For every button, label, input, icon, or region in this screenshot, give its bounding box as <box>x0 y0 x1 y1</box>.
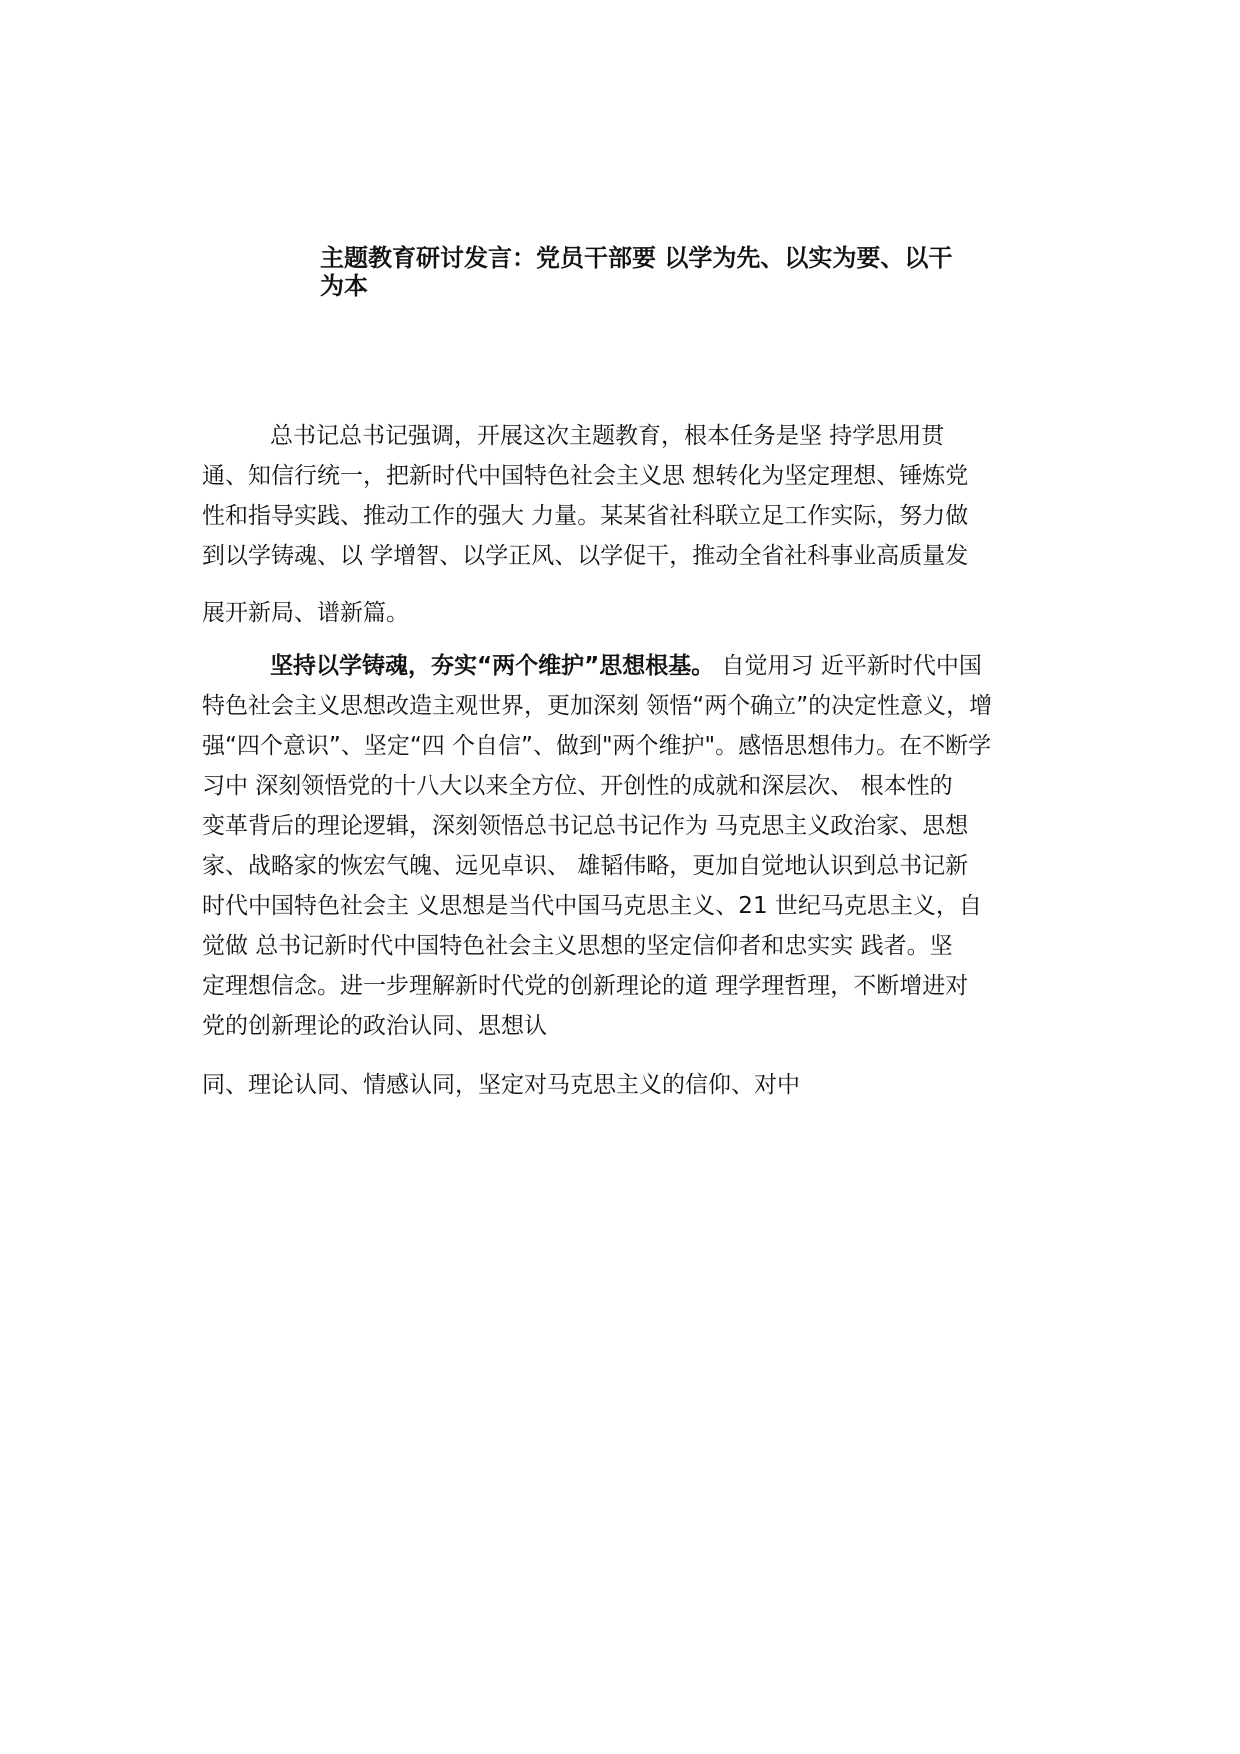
paragraph-2-line-9: 定理想信念。进一步理解新时代党的创新理论的道 理学理哲理，不断增进对 <box>202 973 969 999</box>
paragraph-2-line-5: 变革背后的理论逻辑，深刻领悟总书记总书记作为 马克思主义政治家、思想 <box>202 813 969 839</box>
paragraph-2-line-3: 强“四个意识”、坚定“四 个自信”、做到"两个维护"。感悟思想伟力。在不断学 <box>202 733 992 759</box>
paragraph-1-line-5: 展开新局、谱新篇。 <box>202 600 409 626</box>
paragraph-1-line-4: 到以学铸魂、以 学增智、以学正风、以学促干，推动全省社科事业高质量发 <box>202 543 969 569</box>
paragraph-1-line-3: 性和指导实践、推动工作的强大 力量。某某省社科联立足工作实际，努力做 <box>202 503 969 529</box>
paragraph-2-line-10: 党的创新理论的政治认同、思想认 <box>202 1013 547 1039</box>
paragraph-2-first-line-rest: 自觉用习 近平新时代中国 <box>714 653 982 679</box>
paragraph-1-line-1: 总书记总书记强调，开展这次主题教育，根本任务是坚 持学思用贯 <box>270 423 945 449</box>
paragraph-2-line-4: 习中 深刻领悟党的十八大以来全方位、开创性的成就和深层次、 根本性的 <box>202 773 953 799</box>
paragraph-2-line-2: 特色社会主义思想改造主观世界，更加深刻 领悟“两个确立”的决定性意义，增 <box>202 693 993 719</box>
paragraph-2-line-7: 时代中国特色社会主 义思想是当代中国马克思主义、21 世纪马克思主义，自 <box>202 893 982 919</box>
paragraph-2-line-6: 家、战略家的恢宏气魄、远见卓识、 雄韬伟略，更加自觉地认识到总书记新 <box>202 853 969 879</box>
paragraph-1-line-2: 通、知信行统一，把新时代中国特色社会主义思 想转化为坚定理想、锤炼党 <box>202 463 969 489</box>
paragraph-2-heading: 坚持以学铸魂，夯实“两个维护”思想根基。 <box>270 653 715 679</box>
paragraph-2-line-1 <box>270 651 982 681</box>
paragraph-2-line-8: 觉做 总书记新时代中国特色社会主义思想的坚定信仰者和忠实实 践者。坚 <box>202 933 953 959</box>
paragraph-2-line-11: 同、理论认同、情感认同，坚定对马克思主义的信仰、对中 <box>202 1072 800 1098</box>
document-title: 主题教育研讨发言：党员干部要 以学为先、以实为要、以干为本 <box>320 244 953 300</box>
